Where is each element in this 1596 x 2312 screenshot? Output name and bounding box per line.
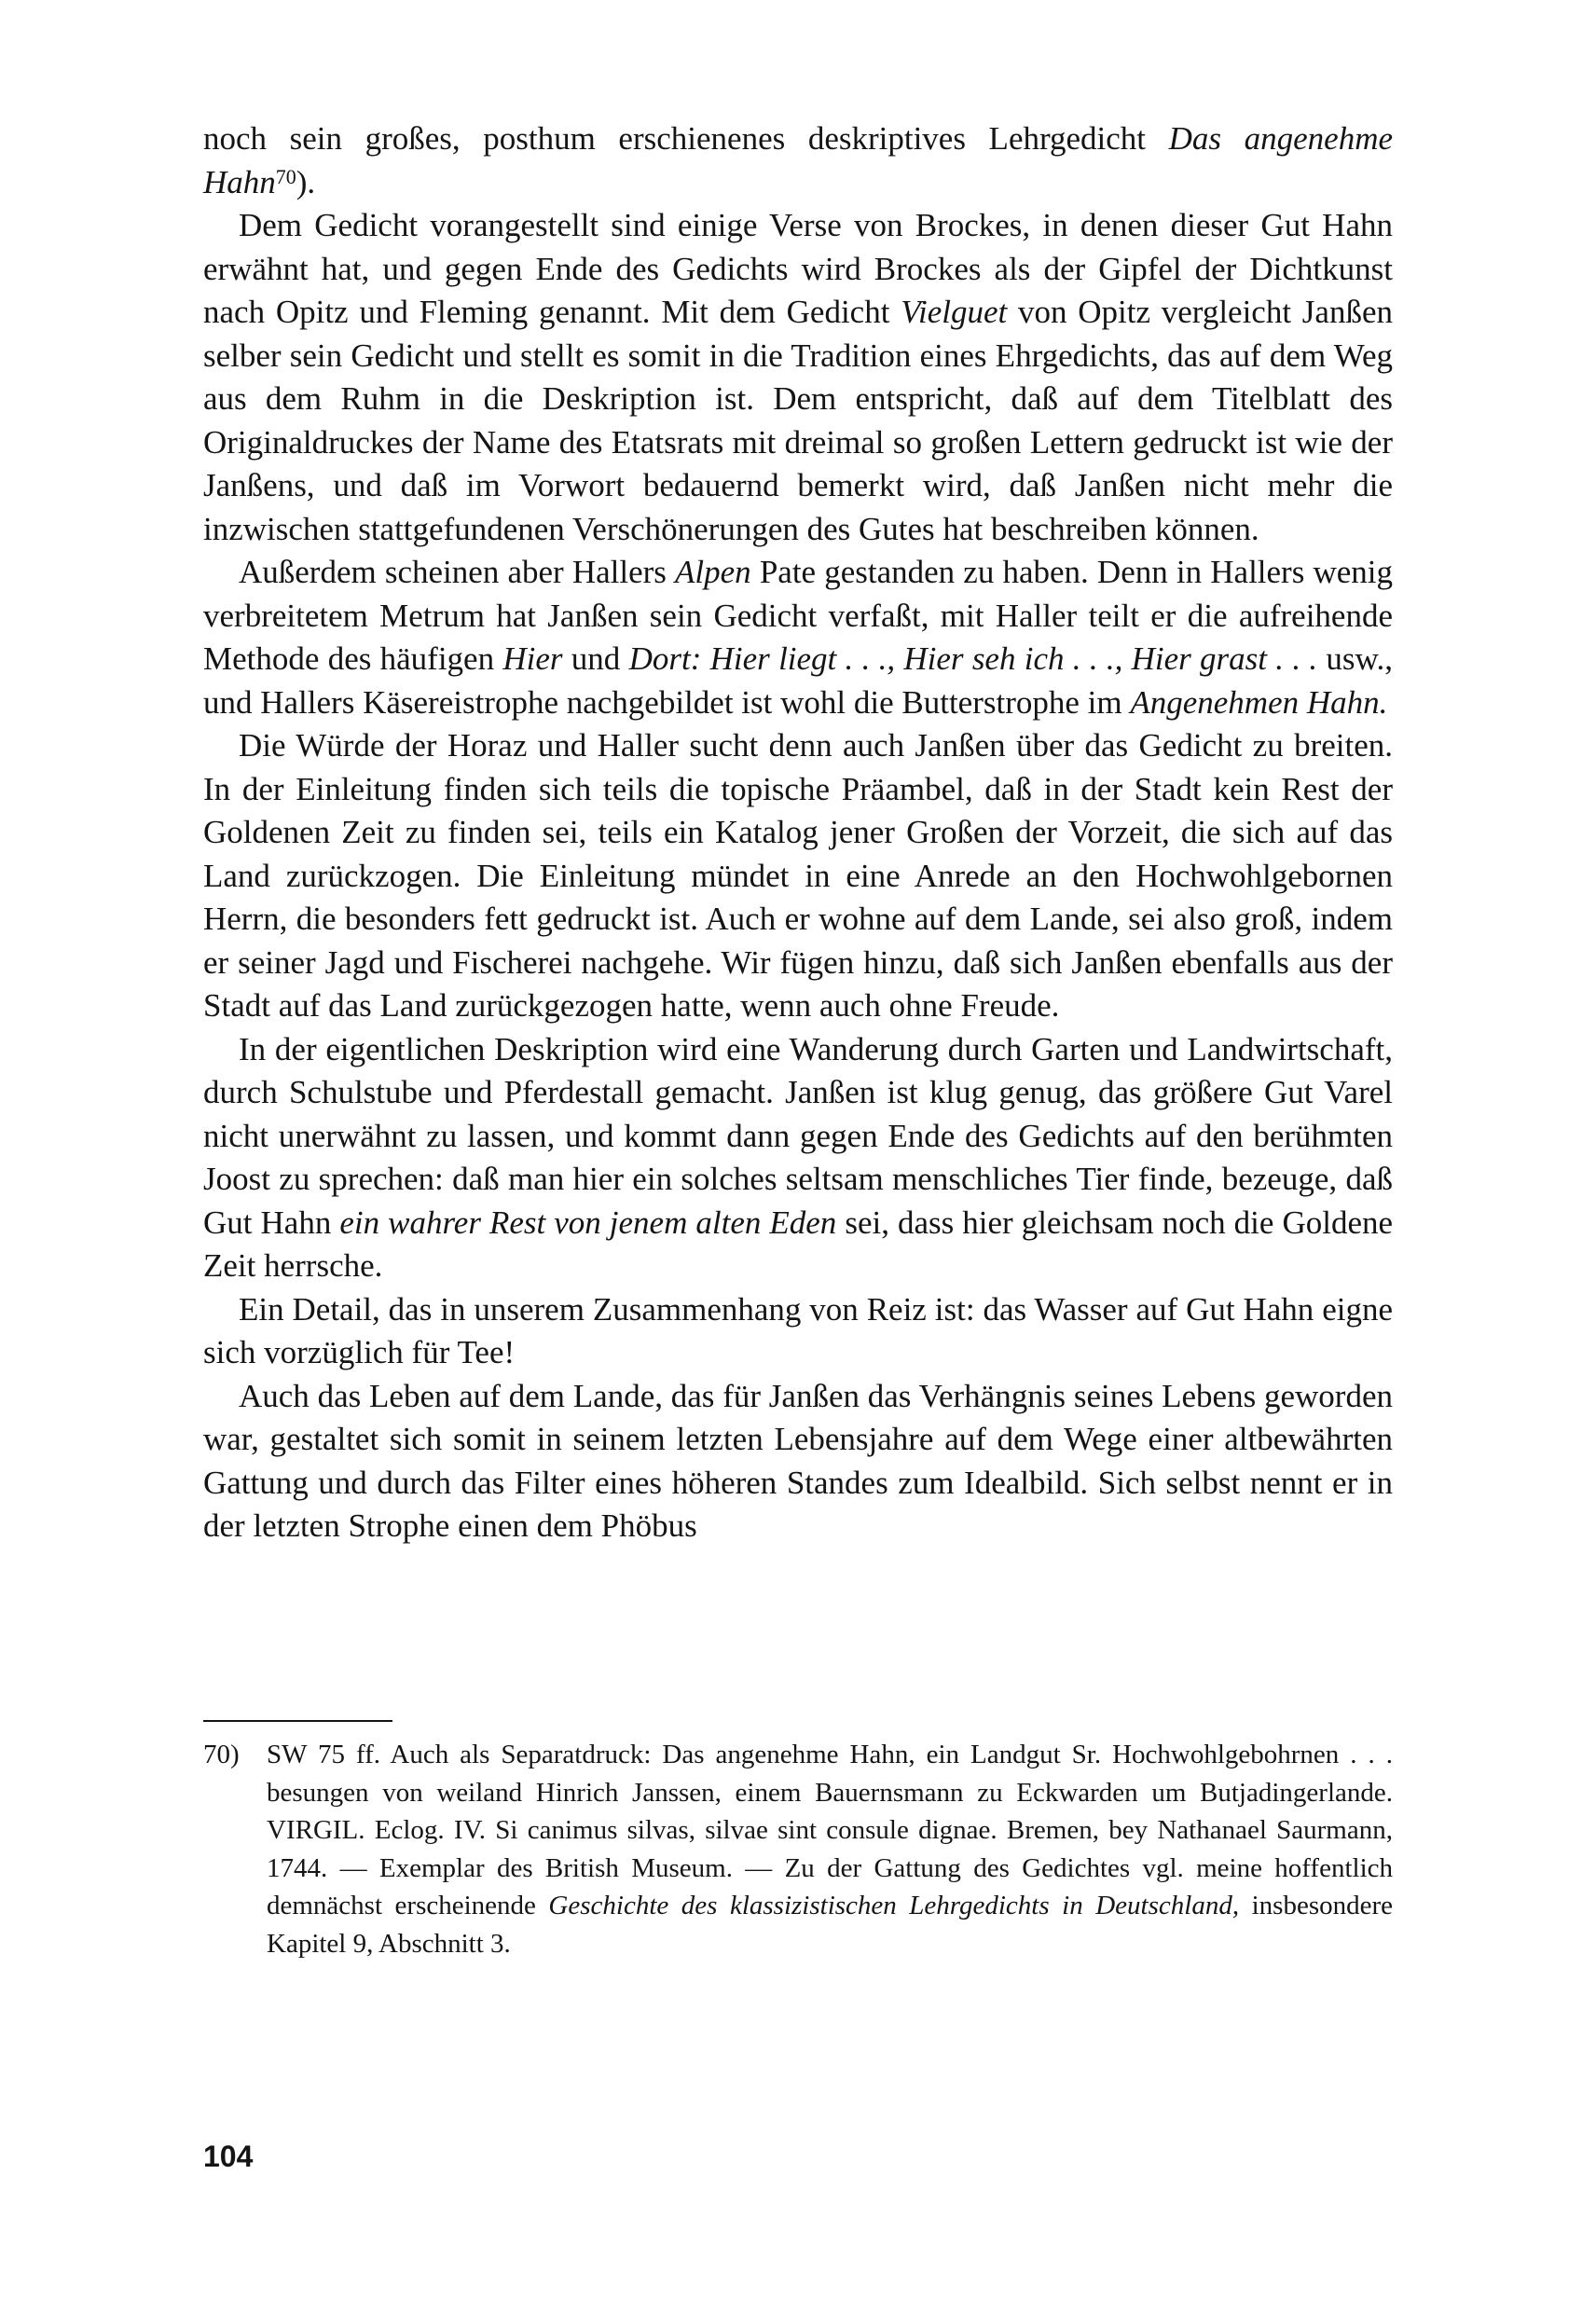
paragraph [203, 1375, 1393, 1548]
text-run: von Opitz vergleicht Janßen selber sein Gedicht und stellt es somit in die Tradition eines Ehrgedichts, das auf dem Weg aus dem Ruhm in die Deskription ist. Dem entspricht, daß auf dem Titelblatt des Originaldruckes der Name des Etatsrats mit dreimal so großen Lettern gedruckt ist wie der Janßens, und daß im Vorwort bedauernd bemerkt wird, daß Janßen nicht mehr die inzwischen stattgefundenen Verschönerungen des Gutes hat beschreiben können. [203, 294, 1393, 547]
text-run: Pate gestanden zu haben. Denn in Hallers wenig verbreitetem Metrum hat Janßen sein Gedicht verfaßt, mit Haller teilt er die aufreihende Methode des häufigen [203, 554, 1393, 677]
text-run: noch sein großes, posthum erschienenes deskriptives Lehrgedicht [203, 120, 1169, 157]
italic-text: Hier [502, 640, 563, 677]
italic-text: Das angenehme Hahn [203, 120, 1393, 200]
text-run: Die Würde der Horaz und Haller sucht denn auch Janßen über das Gedicht zu breiten. In der Einleitung finden sich teils die topische Präambel, daß in der Stadt kein Rest der Goldenen Zeit zu finden sei, teils ein Katalog jener Großen der Vorzeit, die sich auf das Land zurückzogen. Die Einleitung mündet in eine Anrede an den Hochwohlgebornen Herrn, die besonders fett gedruckt ist. Auch er wohne auf dem Lande, sei also groß, indem er seiner Jagd und Fischerei nachgehe. Wir fügen hinzu, daß sich Janßen ebenfalls aus der Stadt auf das Land zurückgezogen hatte, wenn auch ohne Freude. [203, 727, 1393, 1024]
body-text [203, 117, 1393, 1548]
paragraph [203, 724, 1393, 1028]
paragraph [203, 1028, 1393, 1288]
text-run: insbesondere Kapitel 9, Abschnitt 3. [267, 1891, 1394, 1959]
paragraph [203, 204, 1393, 551]
page-number: 104 [203, 2140, 254, 2173]
footnote-number: 70) [203, 1740, 240, 1769]
text-run: sei, dass hier gleichsam noch die Goldene Zeit herrsche. [203, 1204, 1394, 1284]
text-run: usw., und Hallers Käsereistrophe nachgebildet ist wohl die Butterstrophe im [203, 640, 1394, 721]
italic-text: Geschichte des klassizistischen Lehrgedichts in Deutschland, [548, 1891, 1240, 1920]
italic-text: Alpen [675, 554, 751, 590]
text-run: SW 75 ff. Auch als Separatdruck: Das angenehme Hahn, ein Landgut Sr. Hochwohlgebohrnen . . . besungen von weiland Hinrich Janssen, einem Bauernsmann zu Eckwarden um Butjadingerlande. VIRGIL. Eclog. IV. Si canimus silvas, silvae sint consule dignae. Bremen, bey Nathanael Saurmann, 1744. — Exemplar des British Museum. — Zu der Gattung des Gedichtes vgl. meine hoffentlich demnächst erscheinende [267, 1740, 1393, 1920]
text-run: Außerdem scheinen aber Hallers [239, 554, 676, 590]
paragraph [203, 1288, 1393, 1375]
paragraph [203, 117, 1393, 204]
italic-text: Angenehmen Hahn. [1130, 683, 1388, 721]
text-run: ). [296, 163, 316, 200]
text-run: und [562, 640, 629, 677]
text-run: Auch das Leben auf dem Lande, das für Janßen das Verhängnis seines Lebens geworden war, gestaltet sich somit in seinem letzten Lebensjahre auf dem Wege einer altbewährten Gattung und durch das Filter eines höheren Standes zum Idealbild. Sich selbst nennt er in der letzten Strophe einen dem Phöbus [203, 1377, 1393, 1544]
italic-text: Vielguet [901, 294, 1008, 330]
italic-text: ein wahrer Rest von jenem alten Eden [339, 1204, 837, 1241]
paragraph [203, 551, 1393, 724]
footnote [203, 1736, 1393, 1962]
text-run: In der eigentlichen Deskription wird eine Wanderung durch Garten und Landwirtschaft, durch Schulstube und Pferdestall gemacht. Janßen ist klug genug, das größere Gut Varel nicht unerwähnt zu lassen, und kommt dann gegen Ende des Gedichts auf den berühmten Joost zu sprechen: daß man hier ein solches seltsam menschliches Tier finde, bezeuge, daß Gut Hahn [203, 1030, 1393, 1241]
footnote-text [267, 1736, 1393, 1962]
footnote-marker: 70 [275, 164, 296, 188]
footnote-rule [203, 1720, 392, 1722]
italic-text: Dort: Hier liegt . . ., Hier seh ich . . ., Hier grast . . . [628, 640, 1318, 677]
text-run: Dem Gedicht vorangestellt sind einige Verse von Brockes, in denen dieser Gut Hahn erwähnt hat, und gegen Ende des Gedichts wird Brockes als der Gipfel der Dichtkunst nach Opitz und Fleming genannt. Mit dem Gedicht [203, 207, 1393, 330]
text-run: Ein Detail, das in unserem Zusammenhang von Reiz ist: das Wasser auf Gut Hahn eigne sich vorzüglich für Tee! [203, 1290, 1393, 1370]
